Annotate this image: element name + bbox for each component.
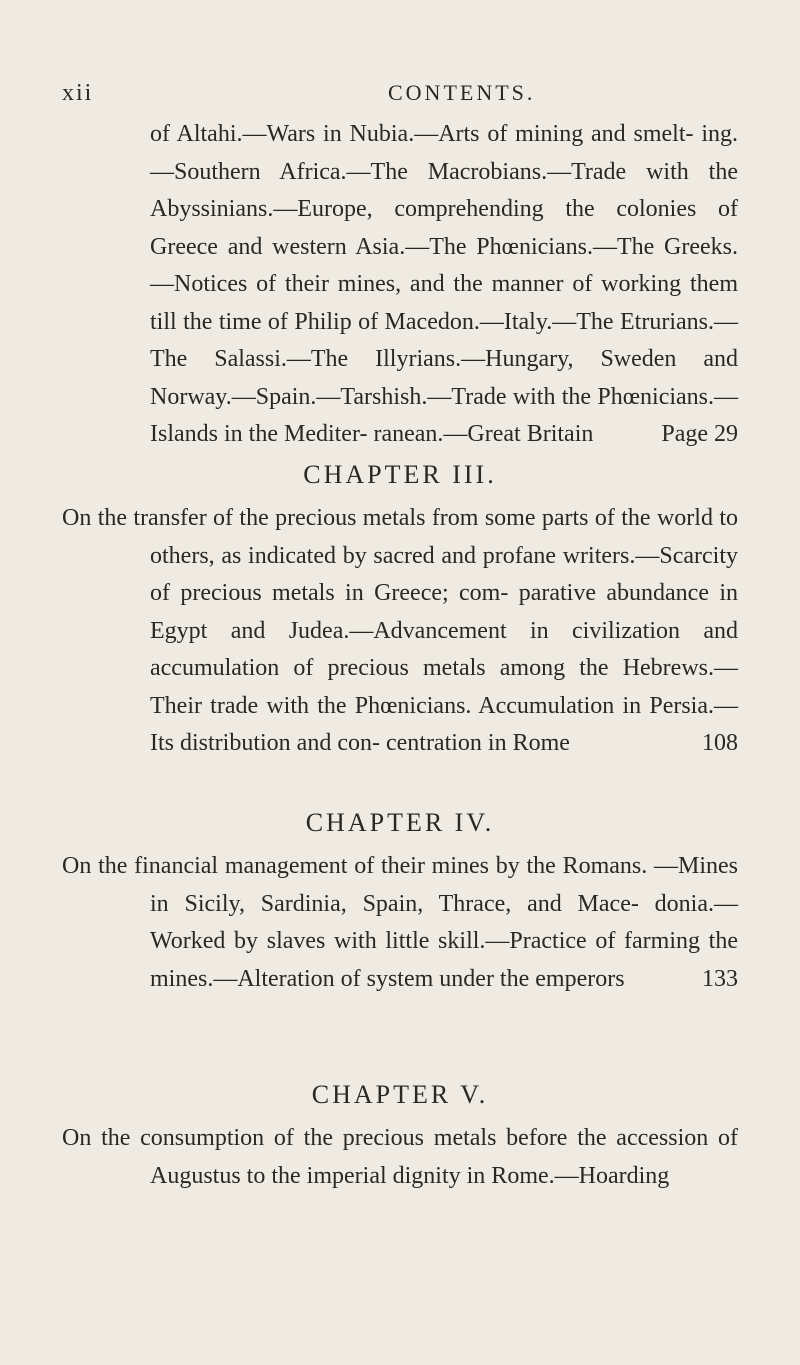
running-head [0,80,800,110]
chapter-5-summary: On the consumption of the precious metals before the accession of Augustus to the imperial dignity in Rome.—Hoarding [62,1125,738,1189]
chapter-3-heading: CHAPTER III. [303,460,497,489]
chapter-2-contents-entry [150,116,738,454]
page-number: xii [62,80,94,106]
chapter-4-summary: On the financial management of their mines by the Romans. —Mines in Sicily, Sardinia, Spain, Thrace, and Mace- donia.—Worked by slaves with little skill.—Practice of farming the mines.—Alteration of system under the emperors [62,853,738,992]
chapter-3-summary: On the transfer of the precious metals from some parts of the world to others, as indicated by sacred and profane writers.—Scarcity of precious metals in Greece; com- parative abundance in Egypt and Judea.—Advancement in civilization and accumulation of precious metals among the Hebrews.—Their trade with the Phœnicians. Accumulation in Persia.—Its distribution and con- centration in Rome [62,505,738,756]
chapter-3-contents-entry [62,500,738,763]
chapter-2-summary: of Altahi.—Wars in Nubia.—Arts of mining and smelt- ing.—Southern Africa.—The Macrobians.—Trade with the Abyssinians.—Europe, comprehending the colonies of Greece and western Asia.—The Phœnicians.—The Greeks.—Notices of their mines, and the manner of working them till the time of Philip of Macedon.—Italy.—The Etrurians.—The Salassi.—The Illyrians.—Hungary, Sweden and Norway.—Spain.—Tarshish.—Trade with the Phœnicians.—Islands in the Mediter- ranean.—Great Britain [150,121,738,447]
chapter-4-heading: CHAPTER IV. [305,808,495,837]
chapter-5-heading: CHAPTER V. [311,1080,489,1109]
chapter-4-contents-entry [62,848,738,998]
chapter-2-page-ref: Page 29 [661,421,738,447]
chapter-5-contents-entry [62,1120,738,1195]
running-title: CONTENTS. [388,80,536,105]
chapter-4-page-ref: 133 [702,965,738,992]
chapter-3-page-ref: 108 [702,730,738,756]
